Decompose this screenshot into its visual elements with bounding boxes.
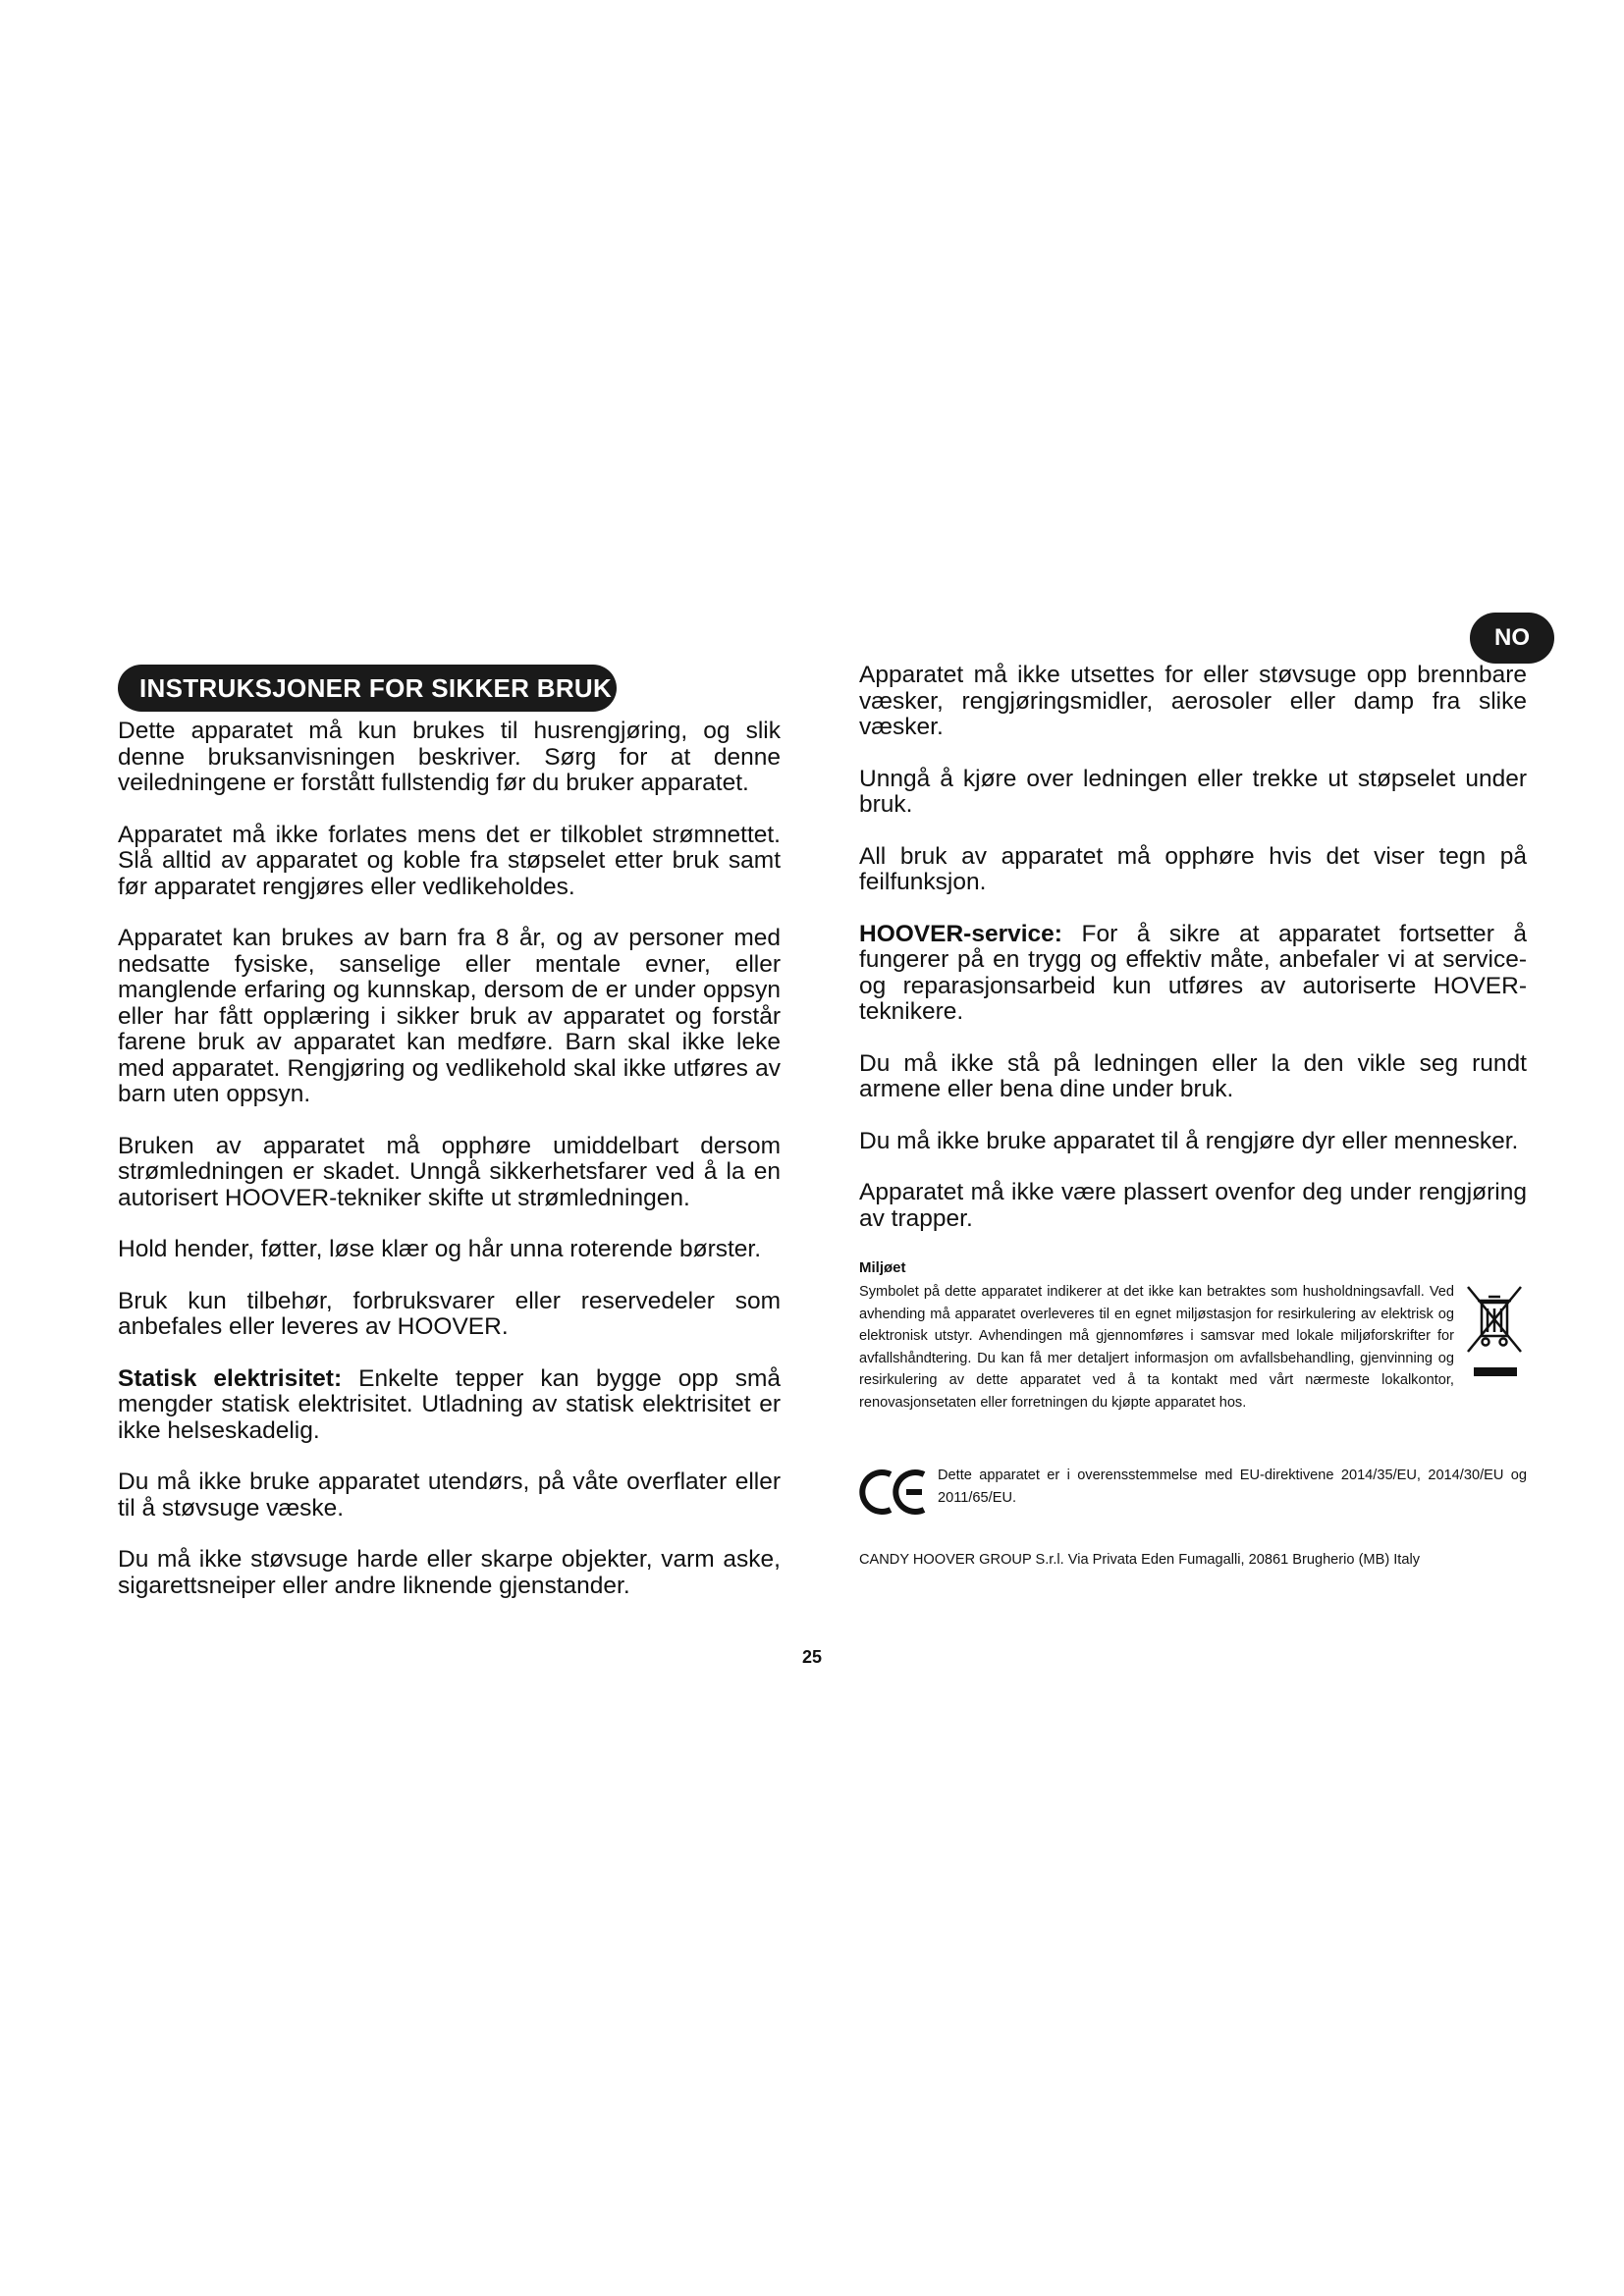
static-electricity-text: Enkelte tepper kan bygge opp små mengder statisk elektrisitet. Utladning av statisk elektrisitet er ikke helseskadelig. — [118, 1364, 781, 1444]
environment-title: Miljøet — [859, 1259, 906, 1276]
paragraph-stand-on-cord: Du må ikke stå på ledningen eller la den vikle seg rundt armene eller bena dine under bruk. — [859, 1049, 1527, 1102]
paragraph-rotating-brushes: Hold hender, føtter, løse klær og hår unna roterende børster. — [118, 1236, 762, 1262]
paragraph-flammable-liquids: Apparatet må ikke utsettes for eller støvsuge opp brennbare væsker, rengjøringsmidler, aerosoler eller damp fra slike væsker. — [859, 662, 1527, 740]
ce-declaration — [859, 1465, 1527, 1523]
static-electricity-label: Statisk elektrisitet: — [118, 1364, 343, 1392]
crossed-out-wheelie-bin-icon — [1462, 1281, 1527, 1360]
paragraph-household-use: Dette apparatet må kun brukes til husrengjøring, og slik denne bruksanvisningen beskriver. Sørg for at denne veiledningene er forstått fullstendig før du bruker apparatet. — [118, 718, 781, 796]
service-text: For å sikre at apparatet fortsetter å fungerer på en trygg og effektiv måte, anbefaler vi at service- og reparasjonsarbeid kun utføres av autoriserte HOVER-teknikere. — [859, 920, 1527, 1025]
environment-section — [859, 1257, 1527, 1414]
right-column — [859, 663, 1527, 1571]
paragraph-accessories: Bruk kun tilbehør, forbruksvarer eller reservedeler som anbefales eller leveres av HOOVER. — [118, 1287, 781, 1340]
section-title: INSTRUKSJONER FOR SIKKER BRUK — [118, 665, 617, 712]
paragraph-outdoor: Du må ikke bruke apparatet utendørs, på våte overflater eller til å støvsuge væske. — [118, 1468, 781, 1522]
weee-symbol — [1462, 1281, 1527, 1379]
service-label: HOOVER-service: — [859, 920, 1062, 947]
paragraph-service — [859, 922, 1527, 1026]
company-address: CANDY HOOVER GROUP S.r.l. Via Privata Eden Fumagalli, 20861 Brugherio (MB) Italy — [859, 1552, 1421, 1568]
environment-text: Symbolet på dette apparatet indikerer at det ikke kan betraktes som husholdningsavfall. Ved avhending må apparatet overleveres til en egnet miljøstasjon for resirkulering av elektrisk og elektronisk utstyr. Avhendingen må gjennomføres i samsvar med lokale miljøforskrifter for avfallshåndtering. Du kan få mer detaljert informasjon om avfallsbehandling, gjenvinning og resirkulering av dette apparatet ved å ta kontakt med vårt nærmeste lokalkontor, renovasjonsetaten eller forretningen du kjøpte apparatet hos. — [859, 1284, 1454, 1411]
language-badge: NO — [1470, 613, 1554, 664]
left-column — [118, 719, 781, 1625]
paragraph-damaged-cord: Bruken av apparatet må opphøre umiddelbart dersom strømledningen er skadet. Unngå sikkerhetsfarer ved å la en autorisert HOOVER-tekniker skifte ut strømledningen. — [118, 1132, 781, 1211]
paragraph-malfunction: All bruk av apparatet må opphøre hvis det viser tegn på feilfunksjon. — [859, 842, 1527, 895]
paragraph-static-electricity — [118, 1366, 781, 1445]
ce-mark-icon — [859, 1467, 934, 1518]
paragraph-stairs: Apparatet må ikke være plassert ovenfor deg under rengjøring av trapper. — [859, 1179, 1527, 1232]
ce-text: Dette apparatet er i overensstemmelse med EU-direktivene 2014/35/EU, 2014/30/EU og 2011/65/EU. — [938, 1468, 1527, 1506]
paragraph-hard-objects: Du må ikke støvsuge harde eller skarpe objekter, varm aske, sigarettsneiper eller andre liknende gjenstander. — [118, 1546, 781, 1599]
paragraph-unplug: Apparatet må ikke forlates mens det er tilkoblet strømnettet. Slå alltid av apparatet og koble fra støpselet etter bruk samt før apparatet rengjøres eller vedlikeholdes. — [118, 821, 781, 900]
paragraph-children: Apparatet kan brukes av barn fra 8 år, og av personer med nedsatte fysiske, sanselige eller mentale evner, eller manglende erfaring og kunnskap, dersom de er under oppsyn eller har fått opplæring i sikker bruk av apparatet og forstår farene bruk av apparatet kan medføre. Barn skal ikke leke med apparatet. Rengjøring og vedlikehold skal ikke utføres av barn uten oppsyn. — [118, 925, 781, 1107]
page-number: 25 — [801, 1647, 823, 1667]
weee-bar — [1474, 1367, 1517, 1376]
paragraph-animals-people: Du må ikke bruke apparatet til å rengjøre dyr eller mennesker. — [859, 1127, 1519, 1154]
paragraph-cord: Unngå å kjøre over ledningen eller trekke ut støpselet under bruk. — [859, 765, 1527, 818]
